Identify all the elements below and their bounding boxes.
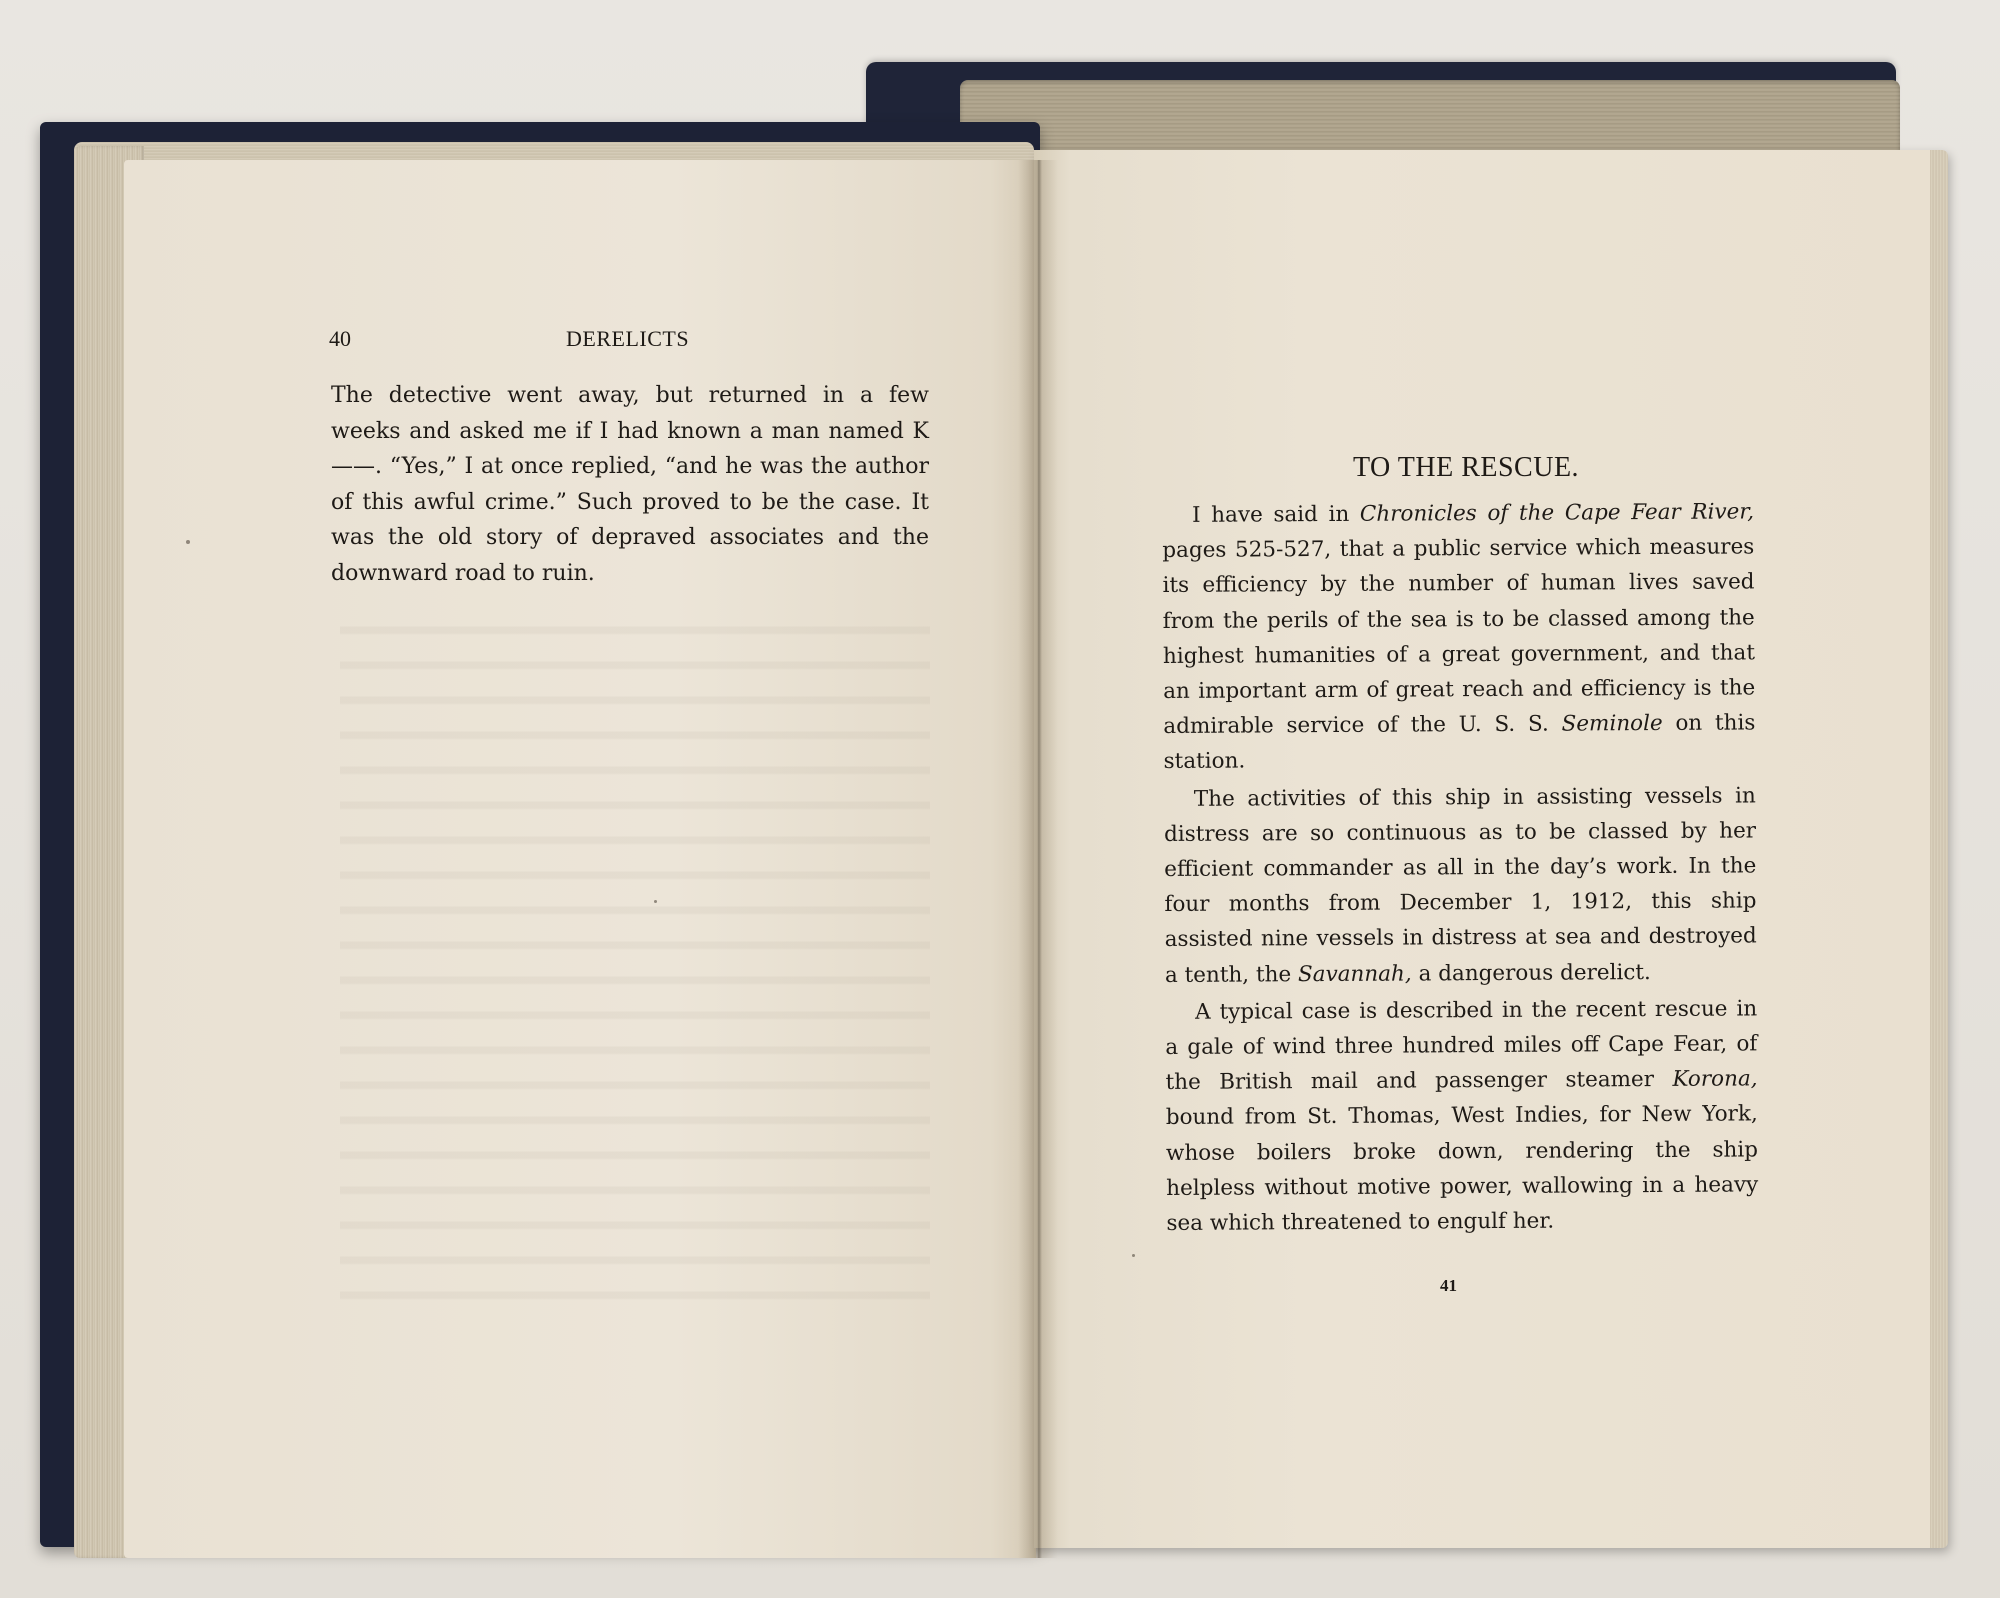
ship-name-savannah: Savannah,	[1297, 961, 1412, 987]
left-page-number: 40	[329, 326, 351, 351]
paragraph-1	[1162, 494, 1756, 779]
book-gutter	[1018, 160, 1058, 1558]
ship-name-korona: Korona,	[1672, 1066, 1758, 1093]
running-title: DERELICTS	[566, 326, 690, 351]
left-page-body	[331, 378, 929, 591]
right-page-edges	[1930, 150, 1948, 1548]
paragraph-2-text-a: The activities of this ship in assisting vessels in distress are so continuous as to be classed by her efficient commander as all in the day’s work. In the four months from December 1, 1912, this ship assisted nine vessels in distress at sea and destroyed a tenth, the	[1163, 783, 1757, 988]
chapter-title: TO THE RESCUE.	[1352, 452, 1580, 483]
left-paragraph: The detective went away, but returned in a few weeks and asked me if I had known a man named K——. “Yes,” I at once replied, “and he was the author of this awful crime.” Such proved to be the case. It was the old story of depraved associates and the downward road to ruin.	[331, 383, 929, 586]
paragraph-1-text-c: on this station.	[1163, 710, 1756, 775]
paper-speck	[1132, 1254, 1135, 1257]
paper-speck	[654, 900, 657, 903]
paragraph-1-text-b: pages 525-527, that a public service which measures its efficiency by the number of human lives saved from the perils of the sea is to be classed among the highest humanities of a great government, and that an important arm of great reach and efficiency is the admirable service of the U. S. S.	[1162, 534, 1756, 740]
paragraph-1-text-a: I have said in	[1192, 501, 1360, 528]
right-page-body	[1162, 494, 1759, 1243]
show-through-text	[340, 600, 930, 1300]
book-title-chronicles: Chronicles of the Cape Fear River,	[1359, 499, 1755, 527]
paper-speck	[186, 540, 190, 544]
paragraph-3-text-b: bound from St. Thomas, West Indies, for New York, whose boilers broke down, rendering the ship helpless without motive power, wallowing in a heavy sea which threatened to engulf her.	[1165, 1101, 1759, 1237]
paragraph-2-text-b: a dangerous derelict.	[1411, 959, 1651, 987]
paragraph-3	[1165, 991, 1758, 1241]
paragraph-2	[1164, 778, 1757, 993]
paragraph-3-text-a: A typical case is described in the recent rescue in a gale of wind three hundred miles off Cape Fear, of the British mail and passenger steamer	[1165, 996, 1758, 1096]
right-page-number: 41	[1440, 1276, 1457, 1295]
ship-name-seminole: Seminole	[1561, 711, 1663, 737]
